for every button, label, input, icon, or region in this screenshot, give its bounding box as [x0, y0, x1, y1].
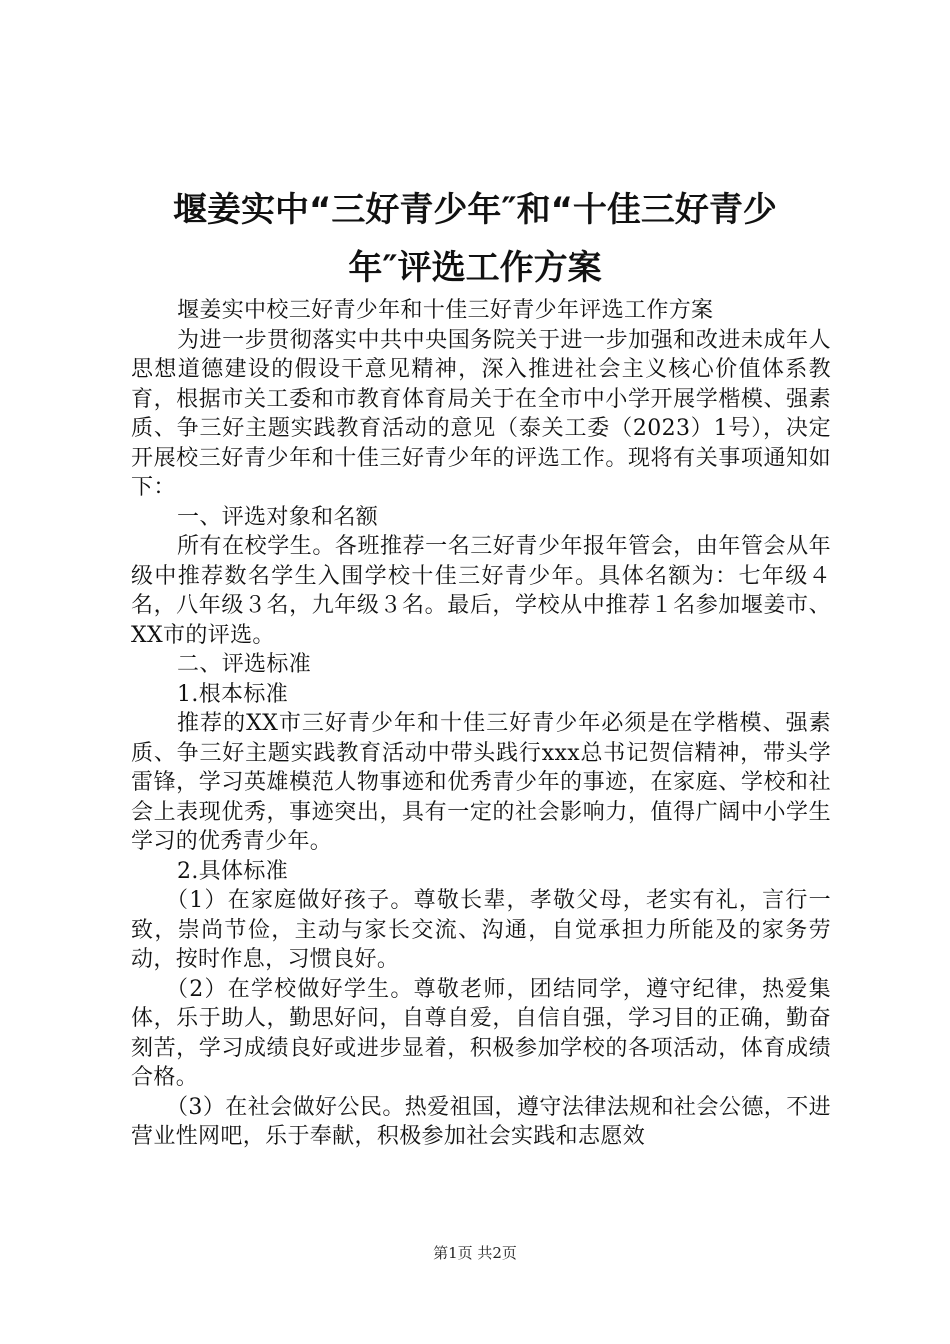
- section-heading-2: 二、评选标准: [177, 652, 312, 677]
- subtitle-paragraph: 堰姜实中校三好青少年和十佳三好青少年评选工作方案: [177, 298, 714, 323]
- section-1-paragraph: 所有在校学生。各班推荐一名三好青少年报年管会，由年管会从年级中推荐数名学生入围学校十佳三好青少年。具体名额为：七年级４名，八年级３名，九年级３名。最后，学校从中推荐１名参加堰姜市、XX市的评选。: [131, 534, 831, 648]
- subsection-heading-basic: 1.根本标准: [177, 681, 289, 707]
- intro-paragraph: 为进一步贯彻落实中共中央国务院关于进一步加强和改进未成年人思想道德建设的假设干意见精神，深入推进社会主义核心价值体系教育，根据市关工委和市教育体育局关于在全市中小学开展学楷模、强素质、争三好主题实践教育活动的意见（泰关工委（2023）1号），决定开展校三好青少年和十佳三好青少年的评选工作。现将有关事项通知如下：: [131, 327, 831, 500]
- standard-item-1: （1）在家庭做好孩子。尊敬长辈，孝敬父母，老实有礼，言行一致，崇尚节俭，主动与家长交流、沟通，自觉承担力所能及的家务劳动，按时作息，习惯良好。: [131, 888, 831, 972]
- subsection-heading-specific: 2.具体标准: [177, 858, 289, 884]
- standard-item-2: （2）在学校做好学生。尊敬老师，团结同学，遵守纪律，热爱集体，乐于助人，勤思好问，自尊自爱，自信自强，学习目的正确，勤奋刻苦，学习成绩良好或进步显着，积极参加学校的各项活动，体育成绩合格。: [131, 976, 831, 1090]
- standard-item-3: （3）在社会做好公民。热爱祖国，遵守法律法规和社会公德，不进营业性网吧，乐于奉献，积极参加社会实践和志愿效: [131, 1094, 831, 1149]
- document-body: [131, 296, 831, 1152]
- section-heading-1: 一、评选对象和名额: [177, 504, 379, 530]
- document-title-line-1: 堰姜实中“三好青少年″和“十佳三好青少: [173, 190, 777, 230]
- page-footer: 第1页 共2页: [433, 1244, 517, 1262]
- basic-standard-paragraph: 推荐的XX市三好青少年和十佳三好青少年必须是在学楷模、强素质、争三好主题实践教育活动中带头践行xxx总书记贺信精神，带头学雷锋，学习英雄模范人物事迹和优秀青少年的事迹，在家庭、学校和社会上表现优秀，事迹突出，具有一定的社会影响力，值得广阔中小学生学习的优秀青少年。: [131, 711, 831, 854]
- document-title-line-2: 年″评选工作方案: [348, 248, 602, 288]
